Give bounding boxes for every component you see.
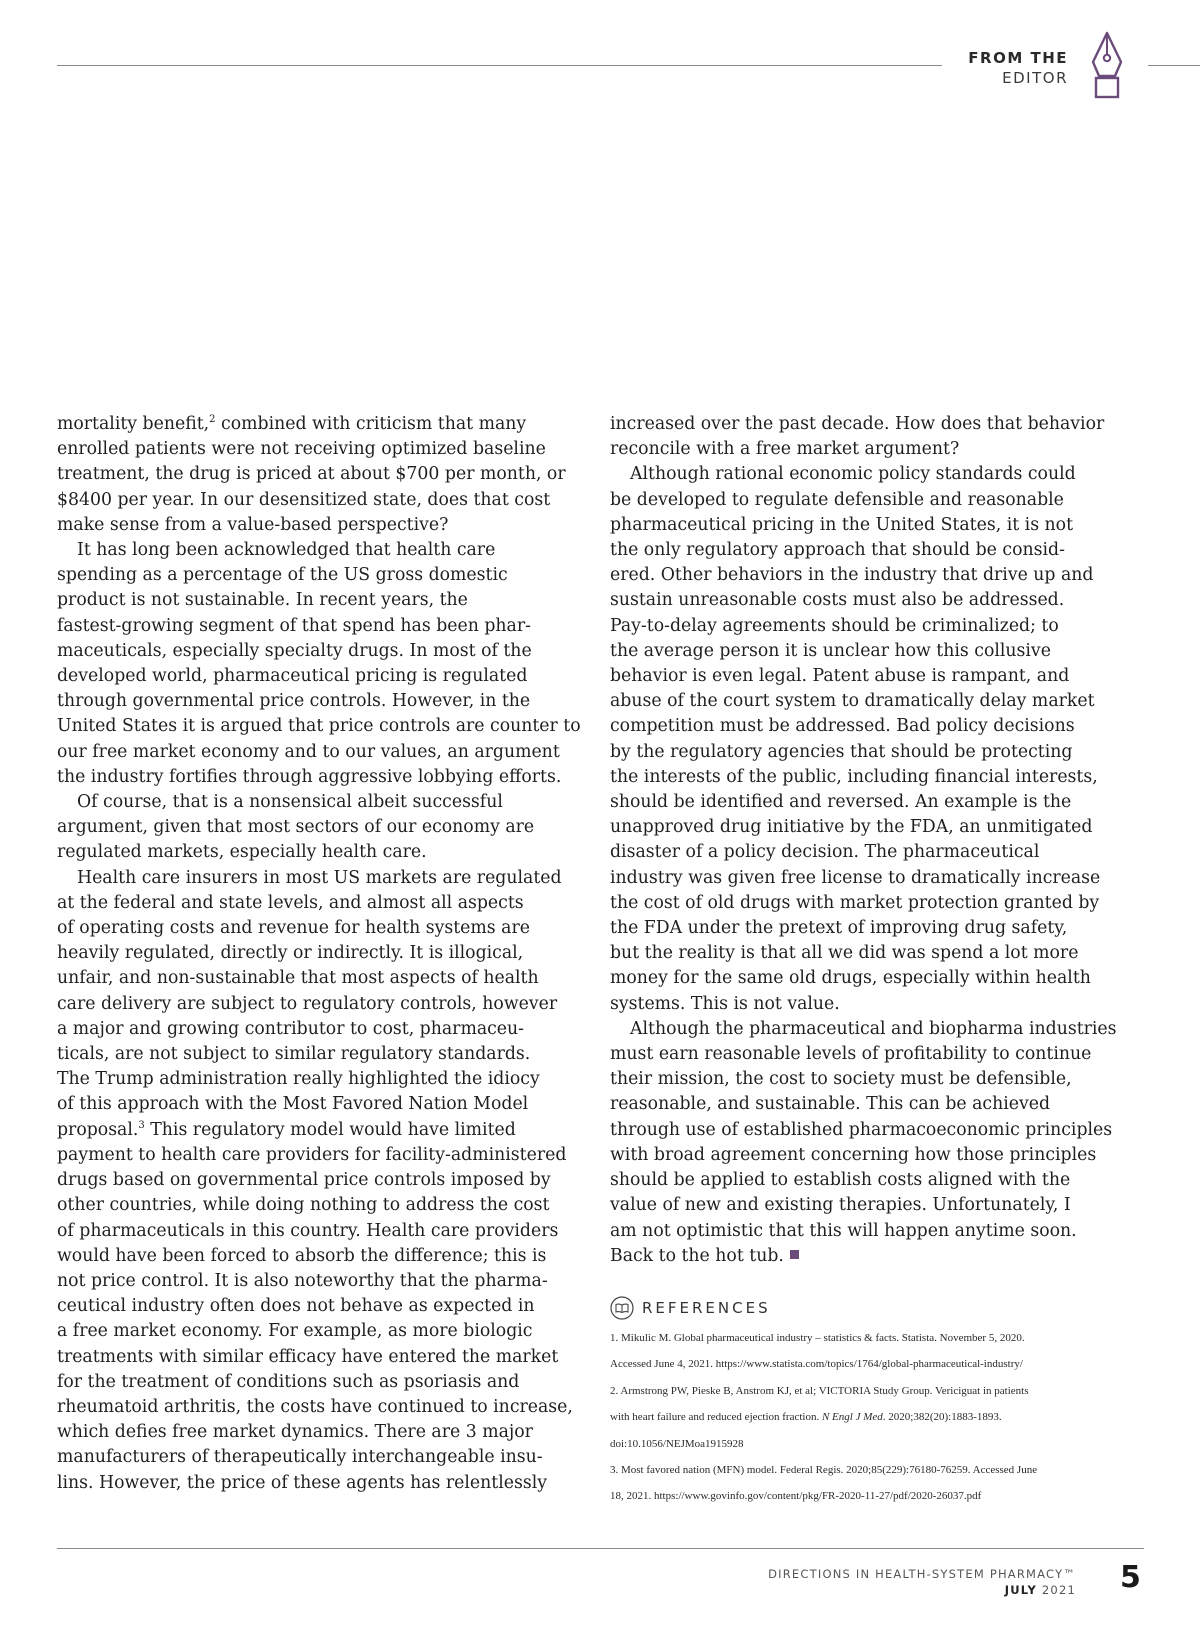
text-line: United States it is argued that price controls are counter to bbox=[57, 716, 581, 737]
text-line: heavily regulated, directly or indirectly. It is illogical, bbox=[57, 943, 524, 964]
text-line: unapproved drug initiative by the FDA, an unmitigated bbox=[610, 817, 1093, 838]
open-book-icon bbox=[610, 1296, 634, 1320]
text-line: Health care insurers in most US markets are regulated bbox=[77, 867, 562, 888]
header-rule bbox=[57, 65, 942, 66]
references-section bbox=[610, 1295, 1155, 1510]
footer-rule bbox=[57, 1548, 1144, 1549]
text-line: am not optimistic that this will happen anytime soon. bbox=[610, 1220, 1077, 1241]
left-column bbox=[57, 412, 589, 1496]
reference-line: 1. Mikulic M. Global pharmaceutical industry – statistics & facts. Statista. November 5, 2020. bbox=[610, 1332, 1025, 1344]
text-line: money for the same old drugs, especially within health bbox=[610, 968, 1091, 989]
text-line: of operating costs and revenue for health systems are bbox=[57, 918, 530, 939]
text-line: product is not sustainable. In recent years, the bbox=[57, 590, 468, 611]
end-mark-icon bbox=[790, 1250, 799, 1259]
text-line: Although the pharmaceutical and biopharma industries bbox=[630, 1018, 1117, 1039]
text-line: ceutical industry often does not behave as expected in bbox=[57, 1296, 535, 1317]
text-line: competition must be addressed. Bad policy decisions bbox=[610, 716, 1075, 737]
reference-line: with heart failure and reduced ejection fraction. N Engl J Med. 2020;382(20):1883-1893. bbox=[610, 1411, 1002, 1424]
text-line: enrolled patients were not receiving optimized baseline bbox=[57, 439, 546, 460]
fountain-pen-nib-icon bbox=[1083, 30, 1131, 102]
header-rule-right bbox=[1148, 65, 1200, 66]
references-title: REFERENCES bbox=[642, 1299, 771, 1317]
text-line: ered. Other behaviors in the industry that drive up and bbox=[610, 565, 1094, 586]
text-line: mortality benefit,$^2$ combined with criticism that many bbox=[57, 414, 527, 434]
text-line: unfair, and non-sustainable that most aspects of health bbox=[57, 968, 539, 989]
text-line: Pay-to-delay agreements should be criminalized; to bbox=[610, 615, 1059, 636]
journal-name: DIRECTIONS IN HEALTH-SYSTEM PHARMACY™ bbox=[768, 1567, 1076, 1581]
text-line: payment to health care providers for facility-administered bbox=[57, 1144, 567, 1165]
text-line: must earn reasonable levels of profitability to continue bbox=[610, 1044, 1092, 1065]
text-line: value of new and existing therapies. Unfortunately, I bbox=[610, 1195, 1071, 1216]
text-line: through governmental price controls. However, in the bbox=[57, 691, 531, 712]
text-line: sustain unreasonable costs must also be addressed. bbox=[610, 590, 1065, 611]
text-line: regulated markets, especially health care. bbox=[57, 842, 427, 863]
section-label-line2: EDITOR bbox=[1002, 69, 1068, 87]
text-line: It has long been acknowledged that health care bbox=[77, 540, 496, 561]
text-line: a major and growing contributor to cost, pharmaceu- bbox=[57, 1018, 525, 1039]
text-line: the FDA under the pretext of improving drug safety, bbox=[610, 918, 1068, 939]
text-line: the interests of the public, including financial interests, bbox=[610, 766, 1098, 787]
text-line: fastest-growing segment of that spend has been phar- bbox=[57, 615, 531, 636]
text-line: at the federal and state levels, and almost all aspects bbox=[57, 892, 524, 913]
text-line: the average person it is unclear how this collusive bbox=[610, 640, 1051, 661]
references-header bbox=[610, 1295, 1155, 1321]
text-line: of pharmaceuticals in this country. Health care providers bbox=[57, 1220, 559, 1241]
text-line: by the regulatory agencies that should be protecting bbox=[610, 741, 1073, 762]
text-line: treatment, the drug is priced at about $700 per month, or bbox=[57, 464, 566, 485]
text-line: Of course, that is a nonsensical albeit successful bbox=[77, 792, 503, 813]
section-label bbox=[968, 48, 1068, 88]
text-line: not price control. It is also noteworthy that the pharma- bbox=[57, 1270, 548, 1291]
section-label-line1: FROM THE bbox=[968, 49, 1068, 67]
reference-line: doi:10.1056/NEJMoa1915928 bbox=[610, 1437, 744, 1450]
text-line: other countries, while doing nothing to address the cost bbox=[57, 1195, 550, 1216]
text-line: behavior is even legal. Patent abuse is rampant, and bbox=[610, 666, 1070, 687]
text-line: pharmaceutical pricing in the United States, it is not bbox=[610, 514, 1074, 535]
text-line: their mission, the cost to society must be defensible, bbox=[610, 1069, 1072, 1090]
text-line: argument, given that most sectors of our economy are bbox=[57, 817, 535, 838]
text-line: through use of established pharmacoeconomic principles bbox=[610, 1119, 1113, 1140]
text-line: Back to the hot tub. bbox=[610, 1244, 1145, 1269]
text-line: care delivery are subject to regulatory controls, however bbox=[57, 993, 558, 1014]
text-line: which defies free market dynamics. There are 3 major bbox=[57, 1422, 533, 1443]
text-line: a free market economy. For example, as more biologic bbox=[57, 1321, 533, 1342]
text-line: our free market economy and to our values, an argument bbox=[57, 741, 560, 762]
text-line: should be identified and reversed. An example is the bbox=[610, 792, 1072, 813]
text-line: be developed to regulate defensible and reasonable bbox=[610, 489, 1064, 510]
text-line: should be applied to establish costs aligned with the bbox=[610, 1170, 1071, 1191]
reference-line: 2. Armstrong PW, Pieske B, Anstrom KJ, et al; VICTORIA Study Group. Vericiguat in patients bbox=[610, 1384, 1029, 1397]
reference-line: Accessed June 4, 2021. https://www.statista.com/topics/1764/global-pharmaceutical-industry/ bbox=[610, 1358, 1023, 1371]
text-line: the industry fortifies through aggressive lobbying efforts. bbox=[57, 766, 562, 787]
text-line: The Trump administration really highlighted the idiocy bbox=[57, 1069, 540, 1090]
text-line: manufacturers of therapeutically interchangeable insu- bbox=[57, 1447, 543, 1468]
text-line: with broad agreement concerning how those principles bbox=[610, 1144, 1097, 1165]
text-line: the cost of old drugs with market protection granted by bbox=[610, 892, 1100, 913]
text-line: $8400 per year. In our desensitized state, does that cost bbox=[57, 489, 551, 510]
text-line: ticals, are not subject to similar regulatory standards. bbox=[57, 1044, 531, 1065]
text-line: spending as a percentage of the US gross domestic bbox=[57, 565, 508, 586]
page-number: 5 bbox=[1120, 1560, 1141, 1595]
text-line: developed world, pharmaceutical pricing is regulated bbox=[57, 666, 528, 687]
right-column bbox=[610, 412, 1145, 1269]
text-line: increased over the past decade. How does that behavior bbox=[610, 414, 1105, 434]
text-line: lins. However, the price of these agents has relentlessly bbox=[57, 1472, 548, 1493]
reference-line: 18, 2021. https://www.govinfo.gov/content/pkg/FR-2020-11-27/pdf/2020-26037.pdf bbox=[610, 1490, 982, 1503]
text-line: industry was given free license to dramatically increase bbox=[610, 867, 1101, 888]
text-line: of this approach with the Most Favored Nation Model bbox=[57, 1094, 529, 1115]
text-line: drugs based on governmental price controls imposed by bbox=[57, 1170, 551, 1191]
text-line: make sense from a value-based perspective? bbox=[57, 514, 449, 535]
text-line: disaster of a policy decision. The pharmaceutical bbox=[610, 842, 1040, 863]
text-line: maceuticals, especially specialty drugs. In most of the bbox=[57, 640, 532, 661]
text-line: reasonable, and sustainable. This can be achieved bbox=[610, 1094, 1051, 1115]
text-line: would have been forced to absorb the difference; this is bbox=[57, 1245, 547, 1266]
text-line: abuse of the court system to dramatically delay market bbox=[610, 691, 1095, 712]
text-line: proposal.$^3$ This regulatory model would have limited bbox=[57, 1119, 516, 1140]
text-line: the only regulatory approach that should be consid- bbox=[610, 540, 1065, 561]
text-line: reconcile with a free market argument? bbox=[610, 439, 960, 460]
text-line: for the treatment of conditions such as psoriasis and bbox=[57, 1371, 520, 1392]
text-line: systems. This is not value. bbox=[610, 993, 840, 1014]
text-line: rheumatoid arthritis, the costs have continued to increase, bbox=[57, 1396, 573, 1417]
text-line: treatments with similar efficacy have entered the market bbox=[57, 1346, 559, 1367]
journal-footer bbox=[768, 1566, 1076, 1598]
issue-date: JULY 2021 bbox=[1004, 1583, 1076, 1597]
text-line: but the reality is that all we did was spend a lot more bbox=[610, 943, 1079, 964]
text-line: Although rational economic policy standards could bbox=[630, 464, 1076, 485]
reference-line: 3. Most favored nation (MFN) model. Federal Regis. 2020;85(229):76180-76259. Accessed June bbox=[610, 1464, 1038, 1477]
